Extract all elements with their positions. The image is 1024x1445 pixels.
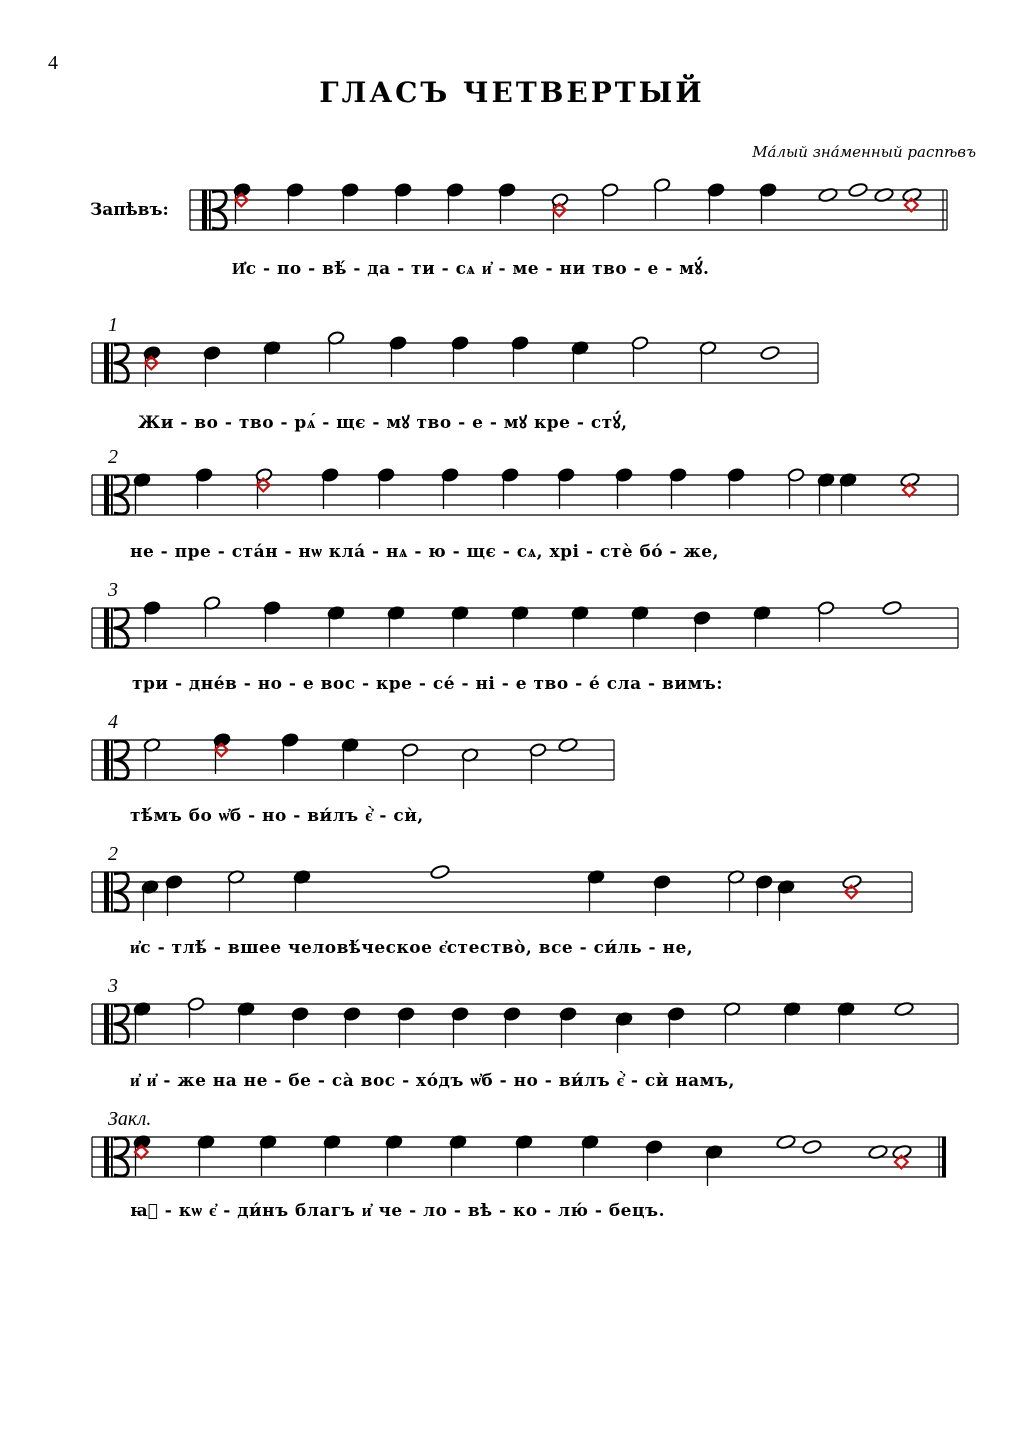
system-label-3: 3 (108, 579, 118, 601)
system-label-2: 2 (108, 446, 118, 468)
system-label-4: 4 (108, 711, 118, 733)
note-head (802, 1139, 822, 1155)
final-barline (942, 1137, 946, 1177)
lyrics-line-2: не - пре - ста́н - нѡ кла́ - нѧ - ю - щє - сѧ, хрі - стѐ бо́ - же, (130, 542, 719, 562)
lyrics-line-5: и҆с - тлѣ́ - вшее человѣ́ческое є҆стество̀, все - си́ль - не, (130, 938, 694, 958)
c-clef-thin (111, 872, 113, 912)
lyrics-line-0: И҆с - по - вѣ́ - да - ти - сѧ и҆ - ме - ни тво - е - мꙋ́. (232, 259, 710, 279)
c-clef-thin (209, 190, 211, 230)
system-label-7: Закл. (108, 1108, 152, 1130)
chant-subtitle: Ма́лый зна́менный распѣвъ (752, 143, 976, 161)
c-clef-thin (111, 1137, 113, 1177)
note-head (760, 345, 780, 361)
c-clef-bar (104, 740, 109, 780)
system-label-1: 1 (108, 314, 118, 336)
note-head (848, 182, 868, 198)
zapev-label: Запѣвъ: (90, 200, 169, 220)
lyrics-line-4: тѣ́мъ бо ѡ҆б - но - ви́лъ є҆̀ - сѝ, (130, 806, 424, 826)
page-title: ГЛАСЪ ЧЕТВЕРТЫЙ (319, 76, 705, 109)
c-clef-thin (111, 740, 113, 780)
c-clef-thin (111, 1004, 113, 1044)
c-clef-bar (104, 475, 109, 515)
c-clef-bar (104, 608, 109, 648)
lyrics-line-3: три - дне́в - но - е вос - кре - се́ - ні - е тво - е́ сла - вимъ: (132, 674, 724, 694)
c-clef-thin (111, 475, 113, 515)
lyrics-line-6: и҆ и҆ - же на не - бе - са̀ вос - хо́дъ ѡ҆б - но - ви́лъ є҆̀ - сѝ намъ, (130, 1071, 735, 1091)
system-label-6: 3 (108, 975, 118, 997)
system-label-5: 2 (108, 843, 118, 865)
note-head (882, 600, 902, 616)
staves (92, 178, 958, 1186)
c-clef-bar (104, 1004, 109, 1044)
c-clef-bar (104, 1137, 109, 1177)
c-clef-bar (104, 872, 109, 912)
note-head (430, 864, 450, 880)
lyrics-line-1: Жи - во - тво - рѧ́ - щє - мꙋ тво - е - мꙋ кре - стꙋ́, (138, 413, 628, 433)
page-number: 4 (48, 52, 58, 74)
c-clef-thin (111, 608, 113, 648)
c-clef-bar (202, 190, 207, 230)
lyrics-line-7: ꙗ҆ - кѡ є҆ - ди́нъ благъ и҆ че - ло - вѣ - ко - лю́ - бецъ. (130, 1201, 665, 1221)
c-clef-thin (111, 343, 113, 383)
c-clef-bar (104, 343, 109, 383)
